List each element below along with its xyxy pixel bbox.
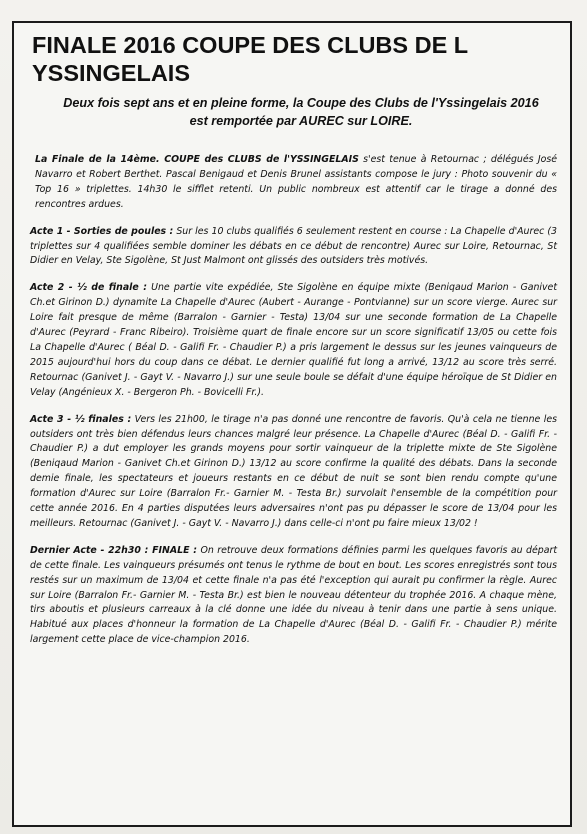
article-frame [12,21,572,827]
article-subtitle: Deux fois sept ans et en pleine forme, la Coupe des Clubs de l'Yssingelais 2016 est remportée par AUREC sur LOIRE. [63,96,539,128]
paragraph-text: Sur les 10 clubs qualifiés 6 seulement restent en course : La Chapelle d'Aurec (3 triplettes sur 4 qualifiées semble dominer les débats en ce début de rencontre) Aurec sur Loire, Retournac, St Didier en Velay, Ste Sigolène, St Just Malmont ont glissés des outsiders très motivés. [30,225,557,267]
paragraph-lead: Acte 1 - Sorties de poules : [30,225,174,237]
paragraph-acte-2 [30,281,557,400]
paragraph-text: On retrouve deux formations définies parmi les quelques favoris au départ de cette finale. Les vainqueurs présumés ont tenus le rythme de bout en bout. Les scores enregistrés sont tous restés sur un maximum de 13/04 et cette finale n'a pas été l'exception qui aurait pu confirmer la règle. Aurec sur Loire (Barralon Fr.- Garnier M. - Testa Br.) est bien le nouveau détenteur du trophée 2016. A chaque mène, tirs aboutis et plusieurs carreaux à la clé donne une idée du niveau à tenir dans une partie à sens unique. Habitué aux places d'honneur la formation de La Chapelle d'Aurec (Béal D. - Galifi Fr. - Chaudier P.) mérite largement cette place de vice-champion 2016. [30,544,557,646]
paragraph-acte-1 [30,225,557,270]
article-title: FINALE 2016 COUPE DES CLUBS DE L YSSINGELAIS [32,32,468,86]
paragraph-text: Une partie vite expédiée, Ste Sigolène en équipe mixte (Beniqaud Marion - Ganivet Ch.et Girinon D.) dynamite La Chapelle d'Aurec (Aubert - Aurange - Pontvianne) sur un score vierge. Aurec sur Loire fait presque de même (Barralon - Garnier - Testa) 13/04 sur une seconde formation de La Chapelle d'Aurec (Peyrard - Franc Ribeiro). Troisième quart de finale encore sur un score significatif 13/05 ou cette fois La Chapelle d'Aurec ( Béal D. - Galifi Fr. - Chaudier P.) a pris largement le dessus sur les jeunes vainqueurs de 2015 aujourd'hui hors du coup dans ce débat. Le dernier qualifié fut long a arrivé, 13/12 au score très serré. Retournac (Ganivet J. - Gayt V. - Navarro J.) sur une seule boule se défait d'une équipe héroïque de St Didier en Velay (Angénieux X. - Bergeron Ph. - Bovicelli Fr.). [30,282,557,398]
paragraph-dernier-acte [30,544,557,648]
paragraph-lead: Acte 3 - ½ finales : [30,413,132,425]
paragraph-text: Vers les 21h00, le tirage n'a pas donné une rencontre de favoris. Qu'à cela ne tienne les outsiders ont très bien défendus leurs chances malgré leur présence. La Chapelle d'Aurec (Béal D. - Galifi Fr. - Chaudier P.) a dut employer les grands moyens pour sortir vainqueur de la triplette mixte de Ste Sigolène (Beniqaud Marion - Ganivet Ch.et Girinon D.) 13/12 au score confirme la qualité des débats. Dans la seconde demie finale, les spectateurs et joueurs restants en ce début de nuit se sont bien rendu compte qu'une formation d'Aurec sur Loire (Barralon Fr.- Garnier M. - Testa Br.) survolait l'ensemble de la compétition pour cette année 2016. En 4 parties disputées leurs adversaires n'ont pas pu dépasser le score de 13/04 pour les meilleurs. Retournac (Ganivet J. - Gayt V. - Navarro J.) dans celle-ci n'ont pu faire mieux 13/02 ! [30,413,557,529]
paragraph-lead: Acte 2 - ½ de finale : [30,282,147,294]
paragraph-lead: Dernier Acte - 22h30 : FINALE : [30,544,197,556]
article-body [30,153,557,648]
paragraph-acte-3 [30,413,557,532]
paragraph-lead: La Finale de la 14ème. COUPE des CLUBS de l'YSSINGELAIS [35,154,359,165]
paragraph-text: s'est tenue à Retournac ; délégués José Navarro et Robert Berthet. Pascal Benigaud et Denis Brunel assistants compose le jury : Photo souvenir du « Top 16 » triplettes. 14h30 le sifflet retenti. Un public nombreux est attentif car le tirage a donné des rencontres ardues. [35,154,557,210]
paragraph-intro [30,153,557,213]
